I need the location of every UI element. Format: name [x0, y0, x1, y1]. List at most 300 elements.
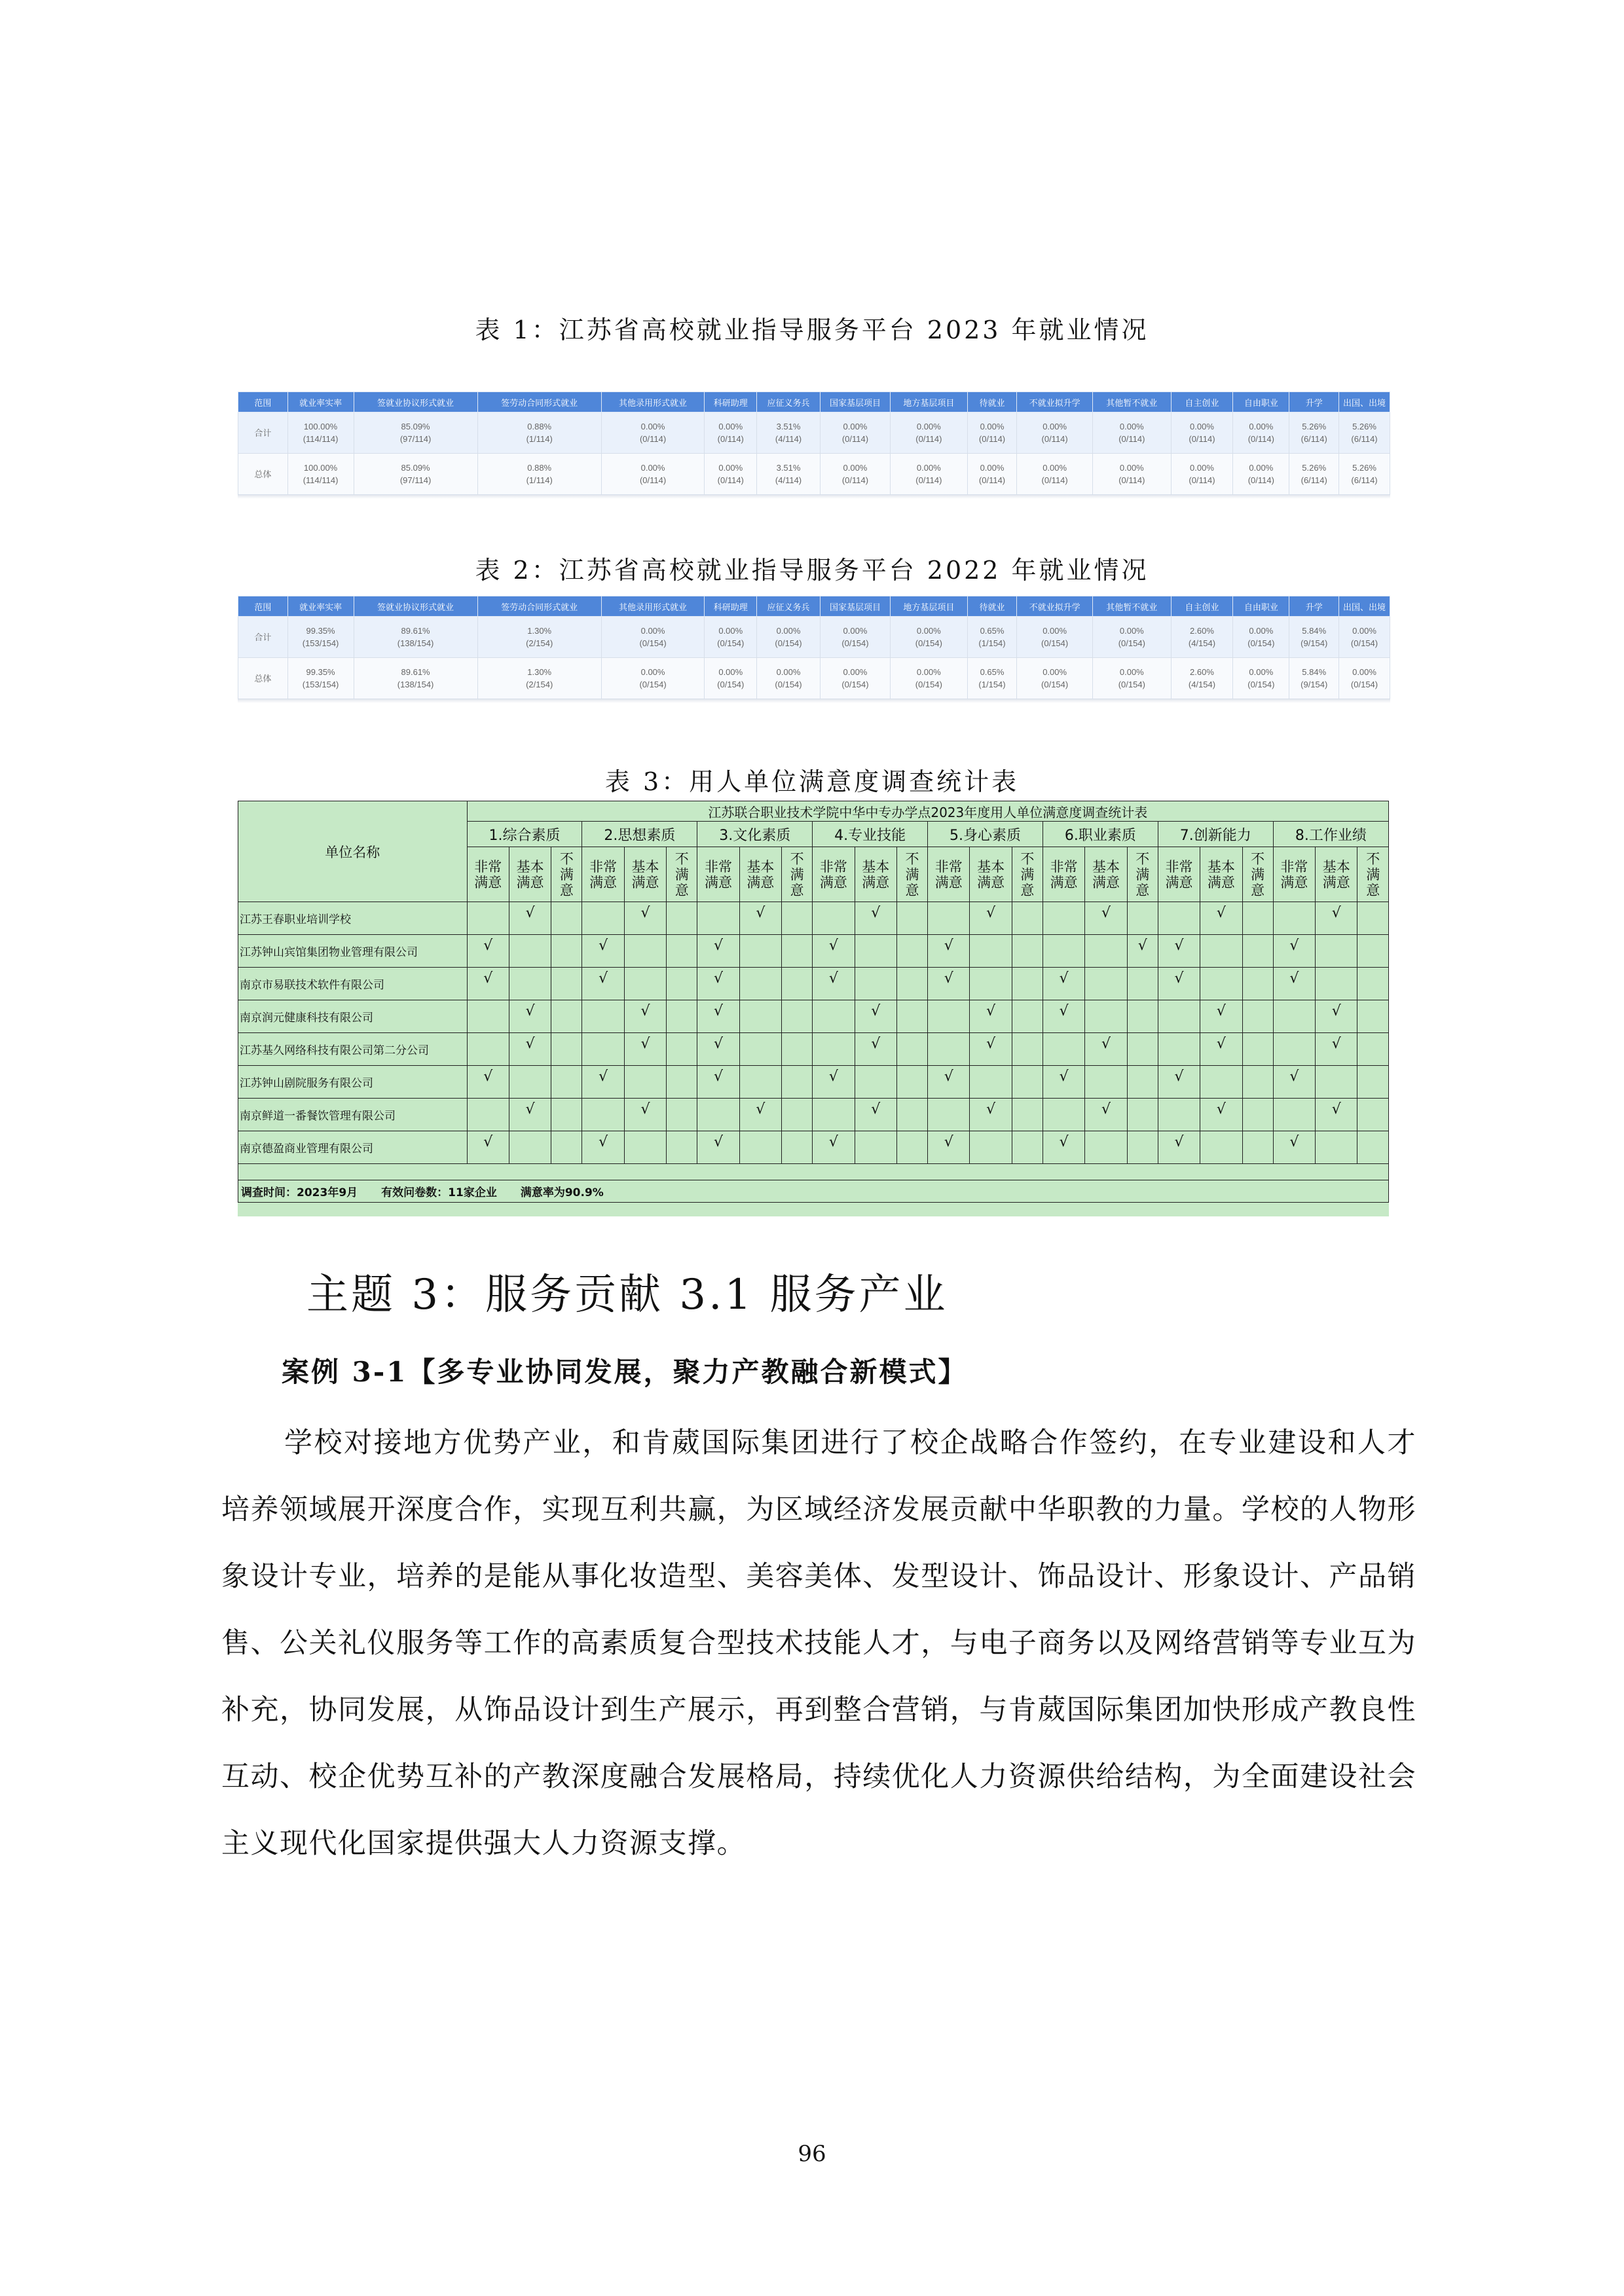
- empty-cell: [1127, 1066, 1158, 1099]
- empty-cell: [509, 935, 551, 968]
- column-header: 范围: [238, 392, 288, 412]
- check-mark: √: [467, 1066, 509, 1099]
- unit-name: 江苏基久网络科技有限公司第二分公司: [238, 1033, 468, 1066]
- column-header: 出国、出境: [1339, 392, 1390, 412]
- cell-percent: 0.00%: [1043, 667, 1067, 677]
- check-mark: √: [1043, 1000, 1084, 1033]
- table-cell: [1233, 454, 1289, 495]
- cell-percent: 100.00%: [303, 463, 338, 473]
- table3-caption: 表 3：用人单位满意度调查统计表: [604, 767, 1020, 796]
- empty-cell: [1012, 1099, 1043, 1131]
- cell-percent: 0.00%: [718, 422, 743, 431]
- column-header: 待就业: [967, 596, 1017, 617]
- empty-cell: [970, 935, 1012, 968]
- empty-cell: [896, 968, 927, 1000]
- cell-count: (1/154): [978, 638, 1006, 648]
- cell-percent: 85.09%: [401, 463, 430, 473]
- check-mark: √: [697, 935, 739, 968]
- cell-count: (0/114): [639, 434, 667, 444]
- cell-count: (2/154): [526, 680, 553, 689]
- check-mark: √: [1085, 1033, 1127, 1066]
- check-mark: √: [970, 1033, 1012, 1066]
- row-label: 总体: [238, 658, 288, 699]
- table-cell: [757, 658, 821, 699]
- table-cell: [757, 617, 821, 658]
- check-mark: √: [855, 1000, 896, 1033]
- check-mark: √: [1200, 1000, 1242, 1033]
- column-header: 自主创业: [1171, 392, 1233, 412]
- body-paragraph: 学校对接地方优势产业，和肯葳国际集团进行了校企战略合作签约，在专业建设和人才培养领域展开深度合作，实现互利共赢，为区域经济发展贡献中华职教的力量。学校的人物形象设计专业，培养的是能从事化妆造型、美容美体、发型设计、饰品设计、形象设计、产品销售、公关礼仪服务等工作的高素质复合型技术技能人才，与电子商务以及网络营销等专业互为补充，协同发展，从饰品设计到生产展示，再到整合营销，与肯葳国际集团加快形成产教良性互动、校企优势互补的产教深度融合发展格局，持续优化人力资源供给结构，为全面建设社会主义现代化国家提供强大人力资源支撑。: [221, 1427, 1416, 1860]
- table-cell: [1017, 454, 1093, 495]
- empty-cell: [1043, 935, 1084, 968]
- table-cell: [1339, 454, 1390, 495]
- cell-percent: 0.00%: [980, 463, 1005, 473]
- check-mark: √: [697, 1000, 739, 1033]
- column-header: 应征义务兵: [757, 596, 821, 617]
- survey-row: [238, 1066, 1389, 1099]
- category-header: 7.创新能力: [1158, 822, 1273, 847]
- category-header: 4.专业技能: [813, 822, 928, 847]
- empty-cell: [1127, 968, 1158, 1000]
- unit-name: 南京润元健康科技有限公司: [238, 1000, 468, 1033]
- table-cell: [1171, 412, 1233, 454]
- table-cell: [287, 658, 354, 699]
- empty-cell: [667, 902, 697, 935]
- check-mark: √: [813, 1131, 855, 1164]
- cell-percent: 0.00%: [776, 667, 801, 677]
- empty-cell: [1012, 1131, 1043, 1164]
- survey-row: [238, 1131, 1389, 1164]
- check-mark: √: [813, 968, 855, 1000]
- check-mark: √: [928, 1131, 970, 1164]
- table-cell: [1092, 617, 1171, 658]
- level-header: 不 满 意: [1242, 847, 1273, 902]
- empty-cell: [582, 1099, 624, 1131]
- check-mark: √: [813, 1066, 855, 1099]
- column-header: 应征义务兵: [757, 392, 821, 412]
- level-header: 基本 满意: [970, 847, 1012, 902]
- empty-cell: [509, 1131, 551, 1164]
- empty-cell: [1200, 1131, 1242, 1164]
- check-mark: √: [1273, 968, 1315, 1000]
- level-header: 基本 满意: [739, 847, 781, 902]
- table-cell: [1233, 658, 1289, 699]
- cell-percent: 0.00%: [1249, 422, 1274, 431]
- table-cell: [354, 617, 477, 658]
- level-header: 基本 满意: [855, 847, 896, 902]
- column-header: 就业率实率: [287, 596, 354, 617]
- column-header: 就业率实率: [287, 392, 354, 412]
- cell-count: (6/114): [1301, 475, 1327, 485]
- table-cell: [1017, 412, 1093, 454]
- empty-cell: [1085, 968, 1127, 1000]
- cell-count: (0/154): [915, 680, 942, 689]
- cell-percent: 0.88%: [527, 463, 552, 473]
- table-cell: [757, 454, 821, 495]
- check-mark: √: [928, 935, 970, 968]
- cell-percent: 0.00%: [776, 626, 801, 636]
- cell-percent: 0.00%: [640, 463, 665, 473]
- cell-percent: 1.30%: [527, 626, 552, 636]
- empty-cell: [1242, 902, 1273, 935]
- empty-cell: [551, 1131, 582, 1164]
- cell-count: (0/114): [915, 434, 942, 444]
- cell-count: (4/154): [1188, 638, 1216, 648]
- cell-count: (0/114): [978, 434, 1006, 444]
- empty-cell: [1316, 1131, 1357, 1164]
- unit-name: 江苏王春职业培训学校: [238, 902, 468, 935]
- level-header: 基本 满意: [1085, 847, 1127, 902]
- cell-count: (0/114): [915, 475, 942, 485]
- level-header: 非常 满意: [1273, 847, 1315, 902]
- table-cell: [1092, 454, 1171, 495]
- empty-cell: [1357, 1131, 1389, 1164]
- level-header: 非常 满意: [697, 847, 739, 902]
- empty-cell: [896, 1131, 927, 1164]
- employment-table-2023: [238, 392, 1390, 499]
- check-mark: √: [813, 935, 855, 968]
- table-cell: [1289, 454, 1339, 495]
- empty-cell: [1127, 1099, 1158, 1131]
- level-header: 非常 满意: [813, 847, 855, 902]
- cell-percent: 5.26%: [1352, 463, 1376, 473]
- empty-cell: [813, 1099, 855, 1131]
- table-cell: [705, 454, 757, 495]
- category-header: 3.文化素质: [697, 822, 813, 847]
- cell-count: (0/154): [775, 680, 802, 689]
- empty-cell: [582, 1033, 624, 1066]
- empty-cell: [551, 1033, 582, 1066]
- empty-cell: [782, 1131, 813, 1164]
- level-header: 基本 满意: [1200, 847, 1242, 902]
- empty-cell: [1043, 902, 1084, 935]
- cell-percent: 0.00%: [843, 626, 868, 636]
- empty-cell: [1242, 1000, 1273, 1033]
- table-cell: [1289, 658, 1339, 699]
- survey-row: [238, 935, 1389, 968]
- table-cell: [891, 658, 968, 699]
- table-row: [238, 412, 1390, 454]
- empty-cell: [782, 1000, 813, 1033]
- empty-cell: [1012, 1066, 1043, 1099]
- employment-table-2022: [238, 596, 1390, 703]
- empty-cell: [855, 968, 896, 1000]
- cell-percent: 0.00%: [1119, 626, 1144, 636]
- table-cell: [477, 617, 601, 658]
- column-header: 出国、出境: [1339, 596, 1390, 617]
- empty-cell: [1242, 968, 1273, 1000]
- empty-cell: [1273, 1033, 1315, 1066]
- empty-cell: [970, 1131, 1012, 1164]
- cell-percent: 5.84%: [1302, 667, 1327, 677]
- empty-cell: [467, 902, 509, 935]
- cell-percent: 0.00%: [640, 667, 665, 677]
- check-mark: √: [1158, 1066, 1200, 1099]
- table-cell: [757, 412, 821, 454]
- cell-percent: 0.00%: [1119, 667, 1144, 677]
- table-cell: [1233, 617, 1289, 658]
- empty-cell: [467, 1099, 509, 1131]
- table-row: [238, 658, 1390, 699]
- cell-count: (0/154): [717, 638, 745, 648]
- table-cell: [1339, 412, 1390, 454]
- cell-count: (0/154): [1041, 680, 1069, 689]
- cell-count: (1/114): [526, 434, 553, 444]
- empty-cell: [551, 1066, 582, 1099]
- check-mark: √: [582, 935, 624, 968]
- cell-percent: 0.00%: [640, 626, 665, 636]
- cell-percent: 0.65%: [980, 626, 1005, 636]
- empty-cell: [624, 1066, 666, 1099]
- cell-count: (0/154): [915, 638, 942, 648]
- empty-cell: [1085, 1066, 1127, 1099]
- empty-cell: [1273, 1099, 1315, 1131]
- empty-cell: [782, 968, 813, 1000]
- cell-count: (1/114): [526, 475, 553, 485]
- column-header: 地方基层项目: [891, 392, 968, 412]
- cell-count: (0/114): [1041, 434, 1068, 444]
- empty-cell: [1127, 902, 1158, 935]
- empty-cell: [1043, 1099, 1084, 1131]
- column-header: 其他暂不就业: [1092, 596, 1171, 617]
- cell-percent: 0.00%: [718, 463, 743, 473]
- empty-cell: [855, 1066, 896, 1099]
- cell-percent: 0.00%: [1249, 463, 1274, 473]
- cell-count: (4/114): [775, 434, 802, 444]
- empty-cell: [582, 1000, 624, 1033]
- table-cell: [891, 412, 968, 454]
- cell-count: (1/154): [978, 680, 1006, 689]
- empty-cell: [896, 1033, 927, 1066]
- footer-item: 有效问卷数：11家企业: [381, 1186, 497, 1199]
- cell-count: (6/114): [1351, 475, 1378, 485]
- empty-cell: [1043, 1033, 1084, 1066]
- level-header: 基本 满意: [624, 847, 666, 902]
- check-mark: √: [1316, 1033, 1357, 1066]
- table-cell: [354, 454, 477, 495]
- cell-count: (0/154): [639, 680, 667, 689]
- check-mark: √: [1043, 1131, 1084, 1164]
- unit-name: 南京鲜道一番餐饮管理有限公司: [238, 1099, 468, 1131]
- table-cell: [705, 658, 757, 699]
- empty-cell: [1242, 1131, 1273, 1164]
- column-header: 地方基层项目: [891, 596, 968, 617]
- level-header: 基本 满意: [1316, 847, 1357, 902]
- table-cell: [1289, 412, 1339, 454]
- cell-percent: 0.00%: [916, 667, 941, 677]
- empty-cell: [1158, 902, 1200, 935]
- cell-percent: 0.00%: [718, 626, 743, 636]
- spacer-cell: [238, 1164, 1389, 1180]
- check-mark: √: [1043, 1066, 1084, 1099]
- table-cell: [967, 617, 1017, 658]
- check-mark: √: [1158, 968, 1200, 1000]
- cell-count: (0/114): [1189, 434, 1215, 444]
- cell-percent: 0.00%: [1043, 422, 1067, 431]
- empty-cell: [1012, 1033, 1043, 1066]
- cell-percent: 0.00%: [980, 422, 1005, 431]
- empty-cell: [1357, 1066, 1389, 1099]
- check-mark: √: [855, 1033, 896, 1066]
- empty-cell: [467, 1000, 509, 1033]
- check-mark: √: [1316, 1000, 1357, 1033]
- cell-percent: 89.61%: [401, 667, 430, 677]
- table-cell: [601, 412, 705, 454]
- empty-cell: [1012, 935, 1043, 968]
- cell-percent: 0.00%: [916, 463, 941, 473]
- cell-count: (0/154): [1041, 638, 1069, 648]
- table-cell: [1339, 617, 1390, 658]
- empty-cell: [667, 1131, 697, 1164]
- table-cell: [1171, 617, 1233, 658]
- check-mark: √: [1273, 1131, 1315, 1164]
- cell-count: (0/154): [775, 638, 802, 648]
- empty-cell: [739, 1131, 781, 1164]
- level-header: 不 满 意: [896, 847, 927, 902]
- empty-cell: [970, 1066, 1012, 1099]
- check-mark: √: [1085, 902, 1127, 935]
- check-mark: √: [467, 968, 509, 1000]
- cell-percent: 2.60%: [1190, 667, 1214, 677]
- check-mark: √: [928, 1066, 970, 1099]
- empty-cell: [582, 902, 624, 935]
- category-header: 1.综合素质: [467, 822, 582, 847]
- empty-cell: [813, 902, 855, 935]
- spacer-row: [238, 1164, 1389, 1180]
- table-cell: [820, 412, 890, 454]
- cell-count: (97/114): [399, 434, 432, 444]
- check-mark: √: [624, 1099, 666, 1131]
- column-header: 签劳动合同形式就业: [477, 392, 601, 412]
- empty-cell: [1200, 935, 1242, 968]
- empty-cell: [739, 1033, 781, 1066]
- empty-cell: [896, 1066, 927, 1099]
- cell-percent: 5.26%: [1352, 422, 1376, 431]
- check-mark: √: [509, 1099, 551, 1131]
- cell-count: (0/114): [841, 434, 869, 444]
- empty-cell: [1127, 1131, 1158, 1164]
- cell-count: (97/114): [399, 475, 432, 485]
- empty-cell: [739, 935, 781, 968]
- section-title: 主题 3：服务贡献 3.1 服务产业: [306, 1271, 948, 1319]
- column-header: 科研助理: [705, 596, 757, 617]
- empty-cell: [667, 1000, 697, 1033]
- cell-percent: 0.65%: [980, 667, 1005, 677]
- cell-percent: 0.00%: [718, 667, 743, 677]
- empty-cell: [896, 1000, 927, 1033]
- cell-count: (0/154): [717, 680, 745, 689]
- cell-count: (0/154): [1350, 680, 1378, 689]
- empty-cell: [782, 1033, 813, 1066]
- level-header: 非常 满意: [467, 847, 509, 902]
- empty-cell: [1085, 1131, 1127, 1164]
- cell-percent: 3.51%: [776, 422, 801, 431]
- check-mark: √: [697, 1131, 739, 1164]
- column-header: 签劳动合同形式就业: [477, 596, 601, 617]
- unit-name: 江苏钟山剧院服务有限公司: [238, 1066, 468, 1099]
- empty-cell: [1200, 968, 1242, 1000]
- check-mark: √: [1127, 935, 1158, 968]
- empty-cell: [928, 902, 970, 935]
- cell-percent: 85.09%: [401, 422, 430, 431]
- empty-cell: [551, 1099, 582, 1131]
- case-title: 案例 3-1【多专业协同发展，聚力产教融合新模式】: [282, 1356, 968, 1388]
- survey-row: [238, 1033, 1389, 1066]
- empty-cell: [1242, 1099, 1273, 1131]
- empty-cell: [1273, 1000, 1315, 1033]
- empty-cell: [782, 902, 813, 935]
- empty-cell: [1316, 935, 1357, 968]
- cell-count: (9/154): [1301, 638, 1328, 648]
- cell-count: (138/154): [397, 638, 434, 648]
- empty-cell: [667, 968, 697, 1000]
- category-header: 8.工作业绩: [1273, 822, 1388, 847]
- table-cell: [477, 412, 601, 454]
- empty-cell: [928, 1099, 970, 1131]
- empty-cell: [624, 935, 666, 968]
- empty-cell: [1242, 1066, 1273, 1099]
- satisfaction-survey-table: [238, 801, 1389, 1216]
- level-header: 不 满 意: [1357, 847, 1389, 902]
- check-mark: √: [624, 1000, 666, 1033]
- empty-cell: [1242, 1033, 1273, 1066]
- empty-cell: [928, 1033, 970, 1066]
- check-mark: √: [970, 902, 1012, 935]
- empty-cell: [1012, 902, 1043, 935]
- table-cell: [1092, 412, 1171, 454]
- cell-percent: 0.00%: [843, 667, 868, 677]
- table-cell: [891, 617, 968, 658]
- table2-caption: 表 2：江苏省高校就业指导服务平台 2022 年就业情况: [475, 556, 1149, 585]
- table-cell: [287, 454, 354, 495]
- check-mark: √: [739, 902, 781, 935]
- row-label: 合计: [238, 412, 288, 454]
- table-cell: [705, 617, 757, 658]
- table-cell: [1171, 658, 1233, 699]
- cell-count: (0/114): [717, 475, 744, 485]
- level-header: 不 满 意: [1012, 847, 1043, 902]
- cell-percent: 99.35%: [306, 626, 335, 636]
- cell-percent: 0.00%: [1352, 626, 1376, 636]
- table-cell: [967, 658, 1017, 699]
- empty-cell: [1127, 1000, 1158, 1033]
- empty-cell: [1012, 968, 1043, 1000]
- check-mark: √: [970, 1000, 1012, 1033]
- empty-cell: [509, 1066, 551, 1099]
- empty-cell: [551, 902, 582, 935]
- table-cell: [477, 454, 601, 495]
- empty-cell: [1200, 1066, 1242, 1099]
- level-header: 基本 满意: [509, 847, 551, 902]
- column-header: 范围: [238, 596, 288, 617]
- table-cell: [1233, 412, 1289, 454]
- table-cell: [820, 658, 890, 699]
- cell-count: (0/114): [1247, 475, 1274, 485]
- column-header: 科研助理: [705, 392, 757, 412]
- survey-row: [238, 902, 1389, 935]
- column-header: 签就业协议形式就业: [354, 596, 477, 617]
- check-mark: √: [1085, 1099, 1127, 1131]
- cell-count: (0/114): [1247, 434, 1274, 444]
- table-cell: [1339, 658, 1390, 699]
- empty-cell: [1273, 902, 1315, 935]
- level-header: 不 满 意: [667, 847, 697, 902]
- check-mark: √: [1273, 935, 1315, 968]
- cell-percent: 0.00%: [640, 422, 665, 431]
- cell-percent: 99.35%: [306, 667, 335, 677]
- cell-percent: 0.00%: [916, 422, 941, 431]
- check-mark: √: [1158, 935, 1200, 968]
